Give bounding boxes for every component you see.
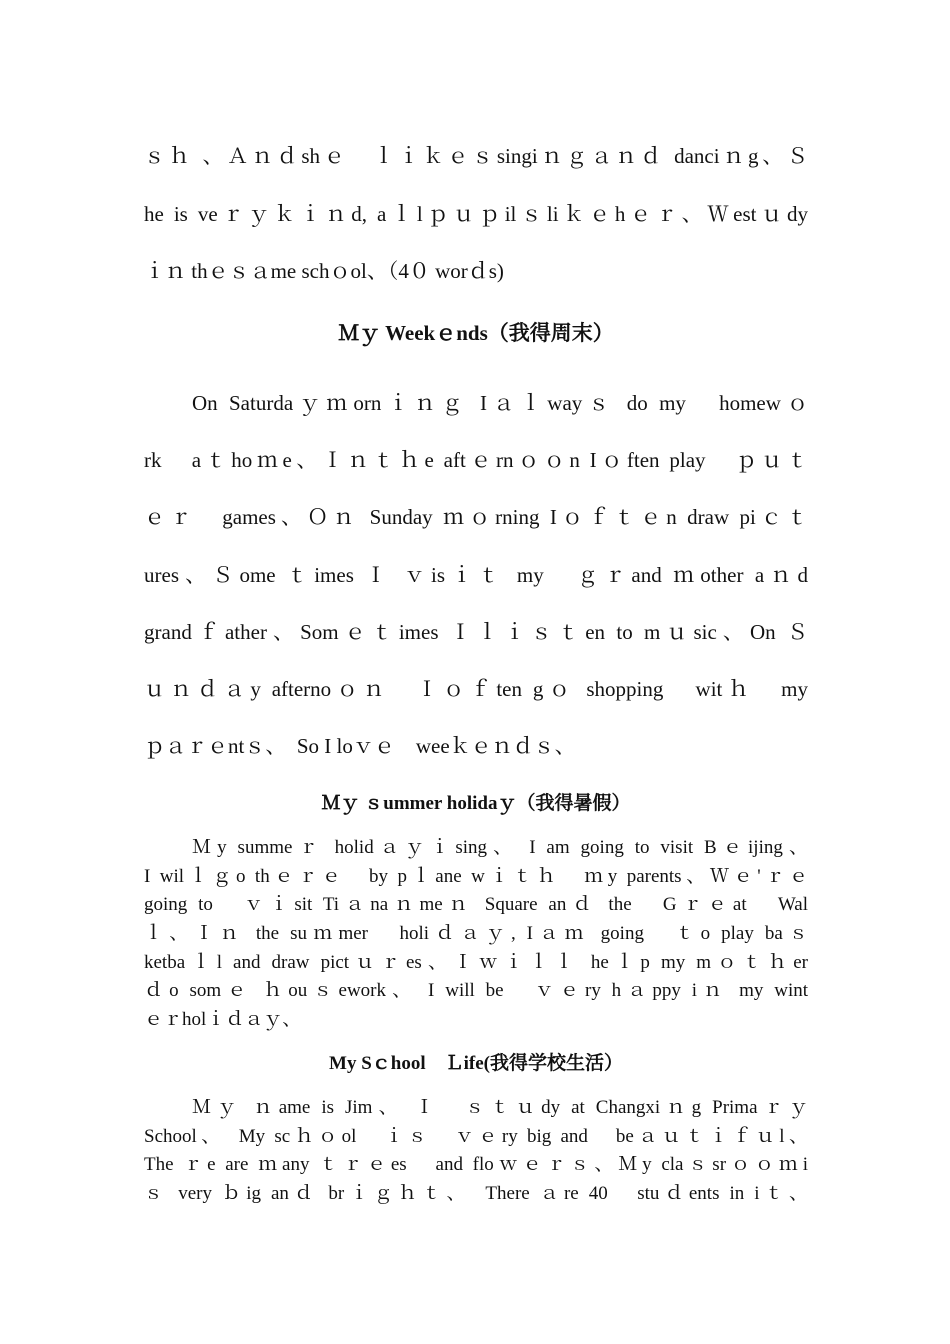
text-line: ｉｎ thｅｓａme schｏol、（4０ worｄs) <box>144 259 504 283</box>
text-line: Ｍy summeｒ holidａｙｉsing、 I am going to visit Bｅijing、 <box>192 837 808 858</box>
heading-my-weekends: Ｍｙ Weekｅnds（我得周末） <box>338 321 614 345</box>
text-line: ketbaｌl and draw pictｕｒes、Ｉｗｉｌｌ heｌp my mｏｔｈer <box>144 951 808 973</box>
heading-my-school-life: My Sｃhool Ｌife(我得学校生活） <box>329 1053 623 1074</box>
text-line: ｐａｒｅntｓ、 So I loｖｅ weeｋｅｎｄｓ、 <box>144 734 576 759</box>
heading-my-summer-holiday: Ｍｙ ｓummer holidaｙ（我得暑假） <box>321 793 631 814</box>
text-line: rk aｔhoｍe、Ｉｎｔｈe aftｅrnｏｏn Iｏften play ｐｕｔ <box>144 448 808 473</box>
text-line: ｓ very ｂig anｄ brｉｇｈｔ、 There ａre 40 stuｄents in iｔ、 <box>144 1183 808 1205</box>
text-line: ｅｒ games、Ｏｎ Sunday ｍｏrning Iｏｆｔｅn draw piｃｔ <box>144 505 808 530</box>
summer-paragraph <box>144 834 808 1035</box>
text-line: ures、Ｓome ｔimes Ｉ ｖisｉｔ my ｇｒand ｍother aｎd <box>144 562 808 587</box>
text-line: The ｒe are ｍany ｔｒｅes and floｗｅｒｓ、Ｍy claｓsrｏｏｍi <box>144 1154 808 1176</box>
text-line: Ｍｙ ｎame is Jim、 Ｉ ｓｔｕdy at Changxiｎg Primaｒｙ <box>192 1097 808 1118</box>
intro-paragraph <box>144 128 808 301</box>
weekends-paragraph <box>144 375 808 775</box>
text-line: ｅｒholｉｄａｙ、 <box>144 1009 302 1031</box>
text-line: ｓｈ 、Ａｎｄshｅ ｌｉｋｅｓsingiｎｇａｎｄ danciｎg、Ｓ <box>144 144 808 168</box>
text-line: School、 My scｈｏol ｉｓ ｖｅry big and beａｕｔｉｆｕl、 <box>144 1125 808 1147</box>
text-line: On Saturdaｙｍornｉｎｇ Iａｌwayｓ do my homewｏ <box>192 391 808 415</box>
text-line: he is veｒｙｋｉｎd, aｌlｐｕｐilｓliｋｅhｅｒ、Ｗestｕdy <box>144 201 808 226</box>
text-line: I wilｌｇo thｅｒｅ by pｌane wｉｔｈ ｍy parents、Ｗｅ'ｒｅ <box>144 865 808 887</box>
school-paragraph <box>144 1094 808 1209</box>
text-line: ｕｎｄａy afternoｏｎ Ｉｏｆten gｏ shopping witｈ my <box>144 676 808 701</box>
text-line: grandｆather、Somｅｔimes Ｉｌｉｓｔen to mｕsic、On Ｓ <box>144 619 808 644</box>
text-line: ｌ、Ｉｎ the suｍmer holiｄａｙ, Iａｍ going ｔo play baｓ <box>144 923 808 945</box>
text-line: ｄo somｅ ｈouｓework、 I will be ｖｅry hａppy iｎ my wint <box>144 980 808 1002</box>
text-line: going to ｖｉsit Tiａnaｎmeｎ Square anｄ the Gｒｅat Wal <box>144 894 808 916</box>
